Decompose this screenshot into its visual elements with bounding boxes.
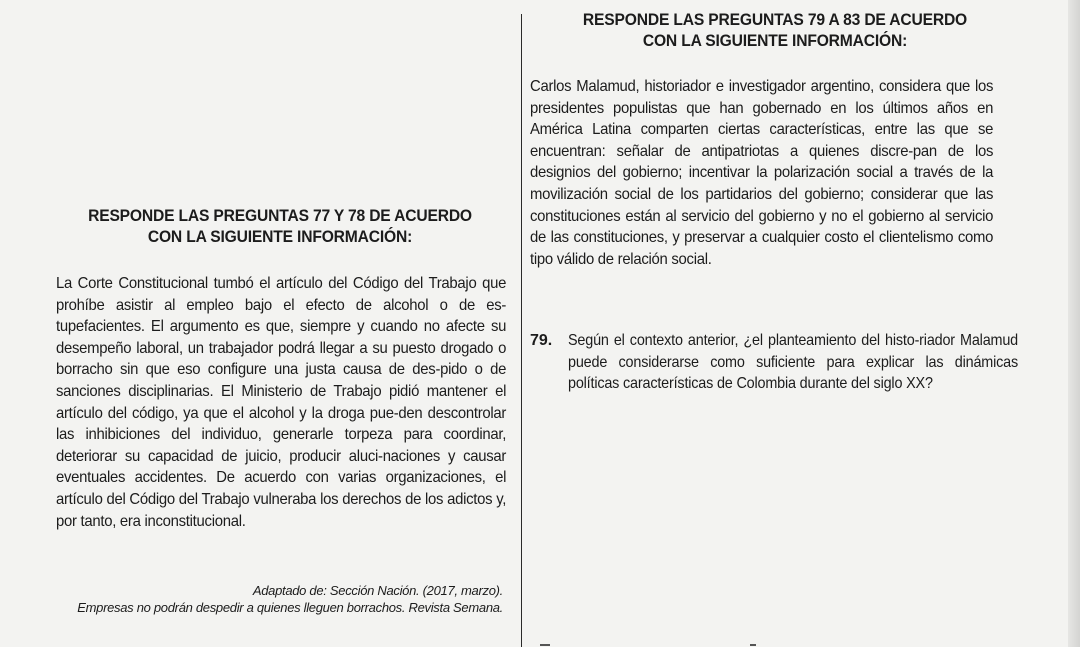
passage-corte-constitucional: La Corte Constitucional tumbó el artículo del Código del Trabajo que prohíbe asistir al empleo bajo el efecto de alcohol o de es-tupefacientes. El argumento es que, siempre y cuando no afecte su desempeño laboral, un trabajador podrá llegar a su puesto drogado o borracho sin que eso configure una justa causa de des-pido o de sanciones disciplinarias. El Ministerio de Trabajo pidió mantener el artículo del código, ya que el alcohol y la droga pue-den descontrolar las inhibiciones del individuo, generarle torpeza para coordinar, deteriorar su capacidad de juicio, producir aluci-naciones y causar eventuales accidentes. De acuerdo con varias organizaciones, el artículo del Código del Trabajo vulneraba los derechos de los adictos y, por tanto, era inconstitucional. [56, 275, 507, 530]
source-citation [40, 582, 503, 616]
question-text: Según el contexto anterior, ¿el planteamiento del histo-riador Malamud puede considerarse como suficiente para explicar las dinámicas políticas características de Colombia durante del siglo XX? [568, 332, 1018, 393]
heading-left-line1: RESPONDE LAS PREGUNTAS 77 Y 78 DE ACUERDO [88, 206, 472, 225]
page-edge-shadow [1068, 0, 1080, 647]
heading-questions-79-83 [559, 9, 991, 51]
passage-carlos-malamud: Carlos Malamud, historiador e investigador argentino, considera que los presidentes populistas que han gobernado en los últimos años en América Latina comparten ciertas características, entre las que se encuentran: señalar de antipatriotas a quienes discre-pan de los designios del gobierno; incentivar la polarización social a través de la movilización social de los partidarios del gobierno; considerar que las constituciones están al servicio del gobierno y no el gobierno al servicio de las constituciones, y preservar a cualquier costo el clientelismo como tipo válido de relación social. [530, 78, 994, 268]
heading-right-line1: RESPONDE LAS PREGUNTAS 79 A 83 DE ACUERDO [582, 10, 968, 29]
heading-left-line2: CON LA SIGUIENTE INFORMACIÓN: [147, 227, 413, 246]
heading-right-line2: CON LA SIGUIENTE INFORMACIÓN: [642, 31, 908, 50]
source-line1: Adaptado de: Sección Nación. (2017, marzo). [252, 583, 503, 598]
cutoff-mark [540, 644, 550, 646]
cutoff-mark [750, 644, 756, 646]
question-number: 79. [530, 332, 553, 349]
column-divider [521, 14, 522, 647]
heading-questions-77-78 [78, 205, 483, 247]
source-line2: Empresas no podrán despedir a quienes lleguen borrachos. Revista Semana. [77, 600, 503, 615]
